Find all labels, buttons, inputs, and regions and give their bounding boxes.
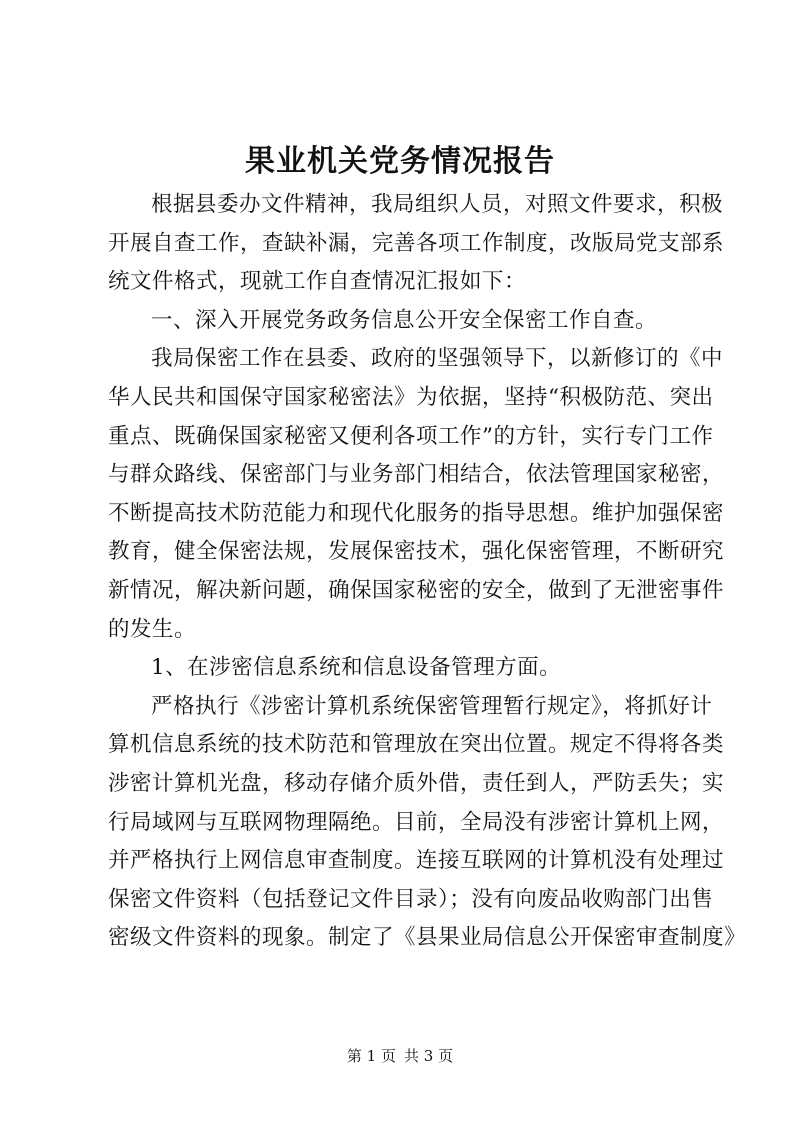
paragraph-line: 华人民共和国保守国家秘密法》为依据，坚持“积极防范、突出 bbox=[108, 384, 714, 410]
paragraph-line: 保密文件资料（包括登记文件目录）；没有向废品收购部门出售 bbox=[108, 886, 714, 912]
paragraph-line: 统文件格式，现就工作自查情况汇报如下： bbox=[108, 269, 527, 295]
paragraph-line: 行局域网与互联网物理隔绝。目前，全局没有涉密计算机上网， bbox=[108, 809, 725, 835]
paragraph-line: 不断提高技术防范能力和现代化服务的指导思想。维护加强保密 bbox=[108, 500, 725, 526]
document-body bbox=[108, 186, 747, 958]
page-total: 共 3 页 bbox=[404, 1047, 454, 1065]
paragraph-line: 与群众路线、保密部门与业务部门相结合，依法管理国家秘密， bbox=[108, 462, 725, 488]
page-footer bbox=[0, 1046, 800, 1066]
paragraph-line: 重点、既确保国家秘密又便利各项工作”的方针，实行专门工作 bbox=[108, 423, 714, 449]
paragraph-line: 开展自查工作，查缺补漏，完善各项工作制度，改版局党支部系 bbox=[108, 230, 725, 256]
paragraph-line: 算机信息系统的技术防范和管理放在突出位置。规定不得将各类 bbox=[108, 732, 725, 758]
paragraph-line: 的发生。 bbox=[108, 616, 197, 642]
paragraph-line: 新情况，解决新问题，确保国家秘密的安全，做到了无泄密事件 bbox=[108, 577, 725, 603]
section-heading: 一、深入开展党务政务信息公开安全保密工作自查。 bbox=[151, 307, 658, 333]
paragraph-line: 根据县委办文件精神，我局组织人员，对照文件要求，积极 bbox=[151, 192, 724, 217]
paragraph-line: 我局保密工作在县委、政府的坚强领导下，以新修订的《中 bbox=[151, 346, 724, 372]
document-title: 果业机关党务情况报告 bbox=[245, 144, 555, 179]
subsection-heading: 1、在涉密信息系统和信息设备管理方面。 bbox=[151, 655, 562, 681]
paragraph-line: 严格执行《涉密计算机系统保密管理暂行规定》，将抓好计 bbox=[151, 693, 713, 719]
paragraph-line: 并严格执行上网信息审查制度。连接互联网的计算机没有处理过 bbox=[108, 848, 725, 874]
paragraph-line: 教育，健全保密法规，发展保密技术，强化保密管理，不断研究 bbox=[108, 539, 725, 565]
page-number: 第 1 页 bbox=[346, 1047, 396, 1065]
paragraph-line: 涉密计算机光盘，移动存储介质外借，责任到人，严防丢失；实 bbox=[108, 770, 725, 796]
paragraph-line: 密级文件资料的现象。制定了《县果业局信息公开保密审查制度》 bbox=[108, 925, 747, 951]
